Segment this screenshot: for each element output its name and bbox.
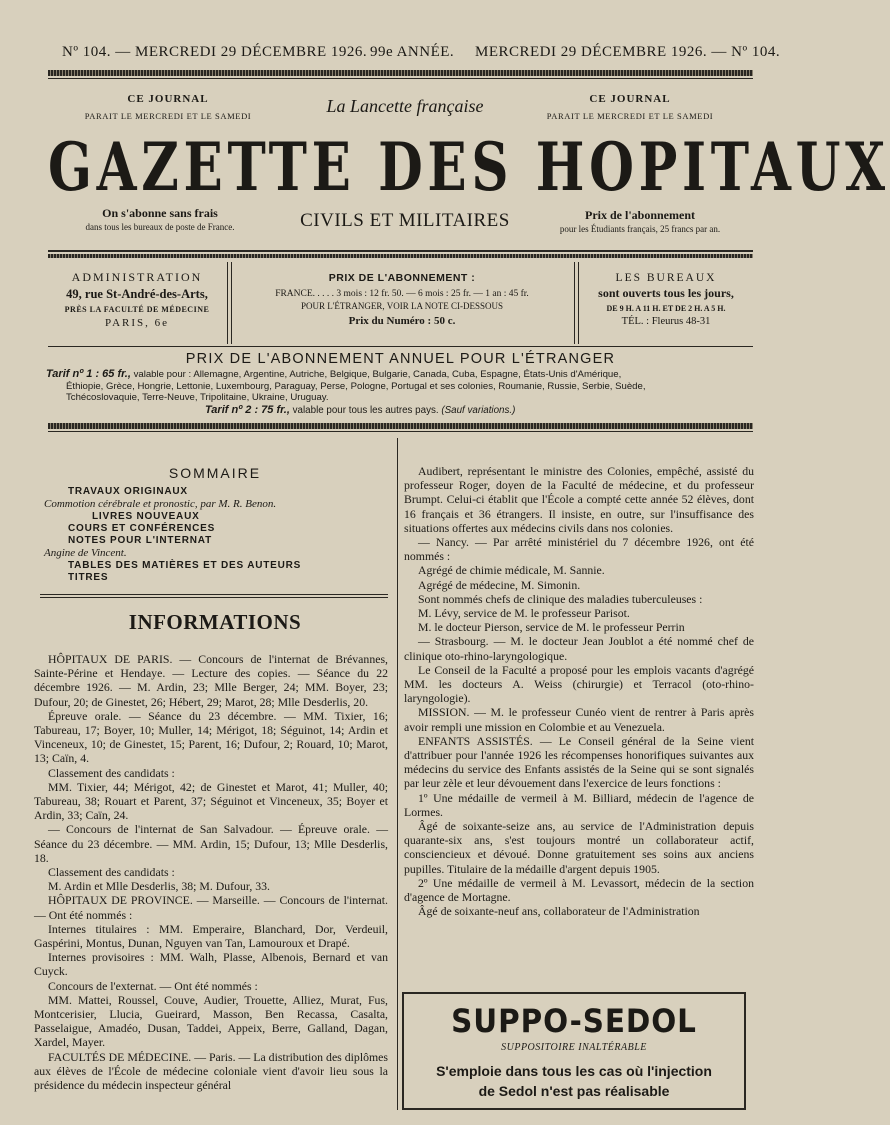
column-divider	[397, 438, 398, 1110]
header-rule	[48, 70, 753, 76]
masthead-title: GAZETTE DES HOPITAUX	[48, 128, 890, 206]
bureaux-title: LES BUREAUX	[615, 272, 717, 284]
sommaire-item: Commotion cérébrale et pronostic, par M. R. Benon.	[44, 498, 277, 511]
article-paragraph: Audibert, représentant le ministre des Colonies, empêché, assisté du professeur Roger, doyen de la Faculté de médecine, et du professeur Brumpt. Celui-ci établit que l'École a compté cette année 52 élèves, dont 16 français et 36 étrangers. Il insiste, en outre, sur l'insuffisance des situations offertes aux médecins civils dans nos colonies.	[404, 464, 754, 535]
masthead-right-line2: PARAIT LE MERCREDI ET LE SAMEDI	[546, 111, 714, 121]
suppo-sedol-ad	[402, 992, 746, 1110]
sommaire-item: COURS ET CONFÉRENCES	[68, 522, 216, 534]
article-paragraph: M. le docteur Pierson, service de M. le professeur Perrin	[418, 620, 685, 635]
tarif1-line3: Tchécoslovaquie, Terre-Neuve, Tripolitaine, Ukraine, Uruguay.	[66, 392, 329, 403]
tarif2-text: valable pour tous les autres pays.	[289, 405, 439, 416]
prix-small: pour les Étudiants français, 25 francs par an.	[559, 224, 721, 234]
sommaire-item: NOTES POUR L'INTERNAT	[68, 535, 212, 547]
ad-brand: SUPPO-SEDOL	[451, 1002, 697, 1040]
article-paragraph: — Concours de l'internat de San Salvadour. — Épreuve orale. — Séance du 23 décembre. — MM. Ardin, 15; Dufour, 13; Mlle Desderlis, 18.	[34, 822, 388, 865]
masthead-subtitle-top: La Lancette française	[326, 96, 484, 116]
masthead-left-line1: CE JOURNAL	[127, 93, 209, 105]
abonne-bold: On s'abonne sans frais	[102, 206, 218, 220]
article-paragraph: HÔPITAUX DE PROVINCE. — Marseille. — Concours de l'internat. — Ont été nommés :	[34, 893, 388, 922]
prix-bold: Prix de l'abonnement	[585, 208, 695, 222]
admin-title: ADMINISTRATION	[71, 270, 203, 284]
ad-line1: S'emploie dans tous les cas où l'injection	[436, 1063, 712, 1079]
prix-france: FRANCE. . . . . 3 mois : 12 fr. 50. — 6 mois : 25 fr. — 1 an : 45 fr.	[275, 289, 529, 299]
article-paragraph: Le Conseil de la Faculté a proposé pour les emplois vacants d'agrégé MM. les docteurs A. Weiss (chirurgie) et Terracol (oto-rhino-laryngologie).	[404, 662, 754, 706]
admin-line3: PRÈS LA FACULTÉ DE MÉDECINE	[64, 305, 210, 314]
ad-tagline: SUPPOSITOIRE INALTÉRABLE	[501, 1042, 647, 1053]
tarif1-label: Tarif nº 1 : 65 fr.,	[46, 368, 131, 380]
etranger-heading: PRIX DE L'ABONNEMENT ANNUEL POUR L'ÉTRANGER	[185, 351, 616, 367]
issue-right: MERCREDI 29 DÉCEMBRE 1926. — Nº 104.	[475, 44, 781, 60]
etranger-rule	[48, 423, 753, 429]
tarif1-line2: Éthiopie, Grèce, Hongrie, Lettonie, Luxembourg, Paraguay, Perse, Pologne, Portugal et ses colonies, Roumanie, Russie, Serbie, Suède,	[66, 380, 646, 392]
article-paragraph: HÔPITAUX DE PARIS. — Concours de l'internat de Brévannes, Sainte-Périne et Hendaye. — Lecture des copies. — Séance du 22 décembre 1926. — M. Ardin, 23; Mlle Berger, 24; MM. Boyer, 23; Dufour, 20; de Ginestet, 26; Hébert, 29; Marot, 28; Mlle Desderlis, 20.	[34, 652, 388, 709]
sommaire-rule	[40, 594, 388, 596]
issue-year: 99e ANNÉE.	[370, 44, 455, 60]
prix-title: PRIX DE L'ABONNEMENT :	[328, 272, 476, 284]
sommaire-item: TITRES	[68, 572, 109, 584]
admin-address: 49, rue St-André-des-Arts,	[66, 287, 208, 301]
bureaux-line2: sont ouverts tous les jours,	[598, 286, 734, 300]
bureaux-hours: DE 9 H. A 11 H. ET DE 2 H. A 5 H.	[606, 304, 726, 313]
masthead-right-line1: CE JOURNAL	[589, 93, 671, 105]
article-paragraph: M. Lévy, service de M. le professeur Parisot.	[418, 606, 630, 621]
article-paragraph: Agrégé de médecine, M. Simonin.	[418, 577, 581, 592]
sommaire-item: TRAVAUX ORIGINAUX	[68, 486, 188, 497]
sommaire-item: Angine de Vincent.	[44, 547, 127, 560]
masthead-hatch	[48, 254, 753, 258]
box-divider-right	[574, 262, 579, 344]
article-paragraph: Sont nommés chefs de clinique des maladies tuberculeuses :	[418, 591, 703, 606]
bureaux-tel: TÉL. : Fleurus 48-31	[621, 316, 711, 327]
article-paragraph: Classement des candidats :	[48, 765, 175, 780]
sommaire-item: LIVRES NOUVEAUX	[92, 510, 200, 522]
article-paragraph: FACULTÉS DE MÉDECINE. — Paris. — La distribution des diplômes aux élèves de l'École de médecine coloniale vient d'avoir lieu sous la présidence du médecin inspecteur général	[34, 1049, 388, 1093]
admin-box	[48, 262, 226, 344]
tarif1-text: valable pour : Allemagne, Argentine, Autriche, Belgique, Bulgarie, Canada, Cuba, Espagne, États-Unis d'Amérique,	[130, 369, 622, 380]
article-paragraph: MM. Tixier, 44; Mérigot, 42; de Ginestet et Marot, 41; Muller, 40; Tabureau, 38; Rouart et Parent, 37; Séguinot et Vinceneux, 35; Boyer et Ardin, 33; Caïn, 24.	[34, 779, 388, 823]
ad-line2: de Sedol n'est pas réalisable	[478, 1083, 670, 1099]
right-column	[404, 464, 754, 919]
article-paragraph: Âgé de soixante-neuf ans, collaborateur de l'Administration	[418, 904, 700, 919]
article-paragraph: 2º Une médaille de vermeil à M. Levassort, médecin de la section d'agence de Mortagne.	[404, 875, 754, 905]
prix-etranger: POUR L'ÉTRANGER, VOIR LA NOTE CI-DESSOUS	[301, 301, 503, 311]
sommaire-item: TABLES DES MATIÈRES ET DES AUTEURS	[68, 559, 302, 571]
informations-title: INFORMATIONS	[128, 610, 302, 634]
tarif2-note: (Sauf variations.)	[441, 405, 516, 416]
article-paragraph: ENFANTS ASSISTÉS. — Le Conseil général de la Seine vient d'attribuer pour l'année 1926 les récompenses honorifiques suivantes aux médecins du service des Enfants assistés de la Seine qui se sont signalés par leur zèle et leur dévouement dans l'exercice de leurs fonctions :	[404, 733, 754, 791]
sommaire-list	[44, 486, 394, 584]
prix-numero: Prix du Numéro : 50 c.	[348, 315, 456, 327]
article-paragraph: — Nancy. — Par arrêté ministériel du 7 décembre 1926, ont été nommés :	[404, 535, 754, 564]
admin-city: PARIS, 6e	[104, 317, 170, 329]
header-thin-rule	[48, 78, 753, 79]
sommaire-rule2	[40, 597, 388, 599]
prix-box	[232, 262, 572, 344]
article-paragraph: M. Ardin et Mlle Desderlis, 38; M. Dufour, 33.	[48, 879, 271, 894]
boxes-bottom-rule	[48, 346, 753, 347]
article-paragraph: Agrégé de chimie médicale, M. Sannie.	[418, 563, 605, 578]
article-paragraph: MM. Mattei, Roussel, Couve, Audier, Trouette, Alliez, Murat, Fus, Montcerisier, Llucia, Gueirard, Masson, Ben Recassa, Casalta, Passelaigue, Amadéo, Dusan, Taddei, Appeix, Berre, Galland, Dagan, Xardel, Mayer.	[34, 992, 388, 1050]
article-paragraph: Internes titulaires : MM. Emperaire, Blanchard, Dor, Verdeuil, Gaspérini, Montus, Dunan, Nguyen van Tan, Lamouroux et Drapé.	[34, 921, 388, 951]
bureaux-box	[580, 262, 752, 344]
etranger-tarif1	[46, 369, 758, 404]
masthead-rule	[48, 250, 753, 252]
article-paragraph: Internes provisoires : MM. Walh, Plasse, Albenois, Bernard et van Cuyck.	[34, 950, 388, 979]
etranger-tarif2	[205, 404, 515, 416]
abonne-small: dans tous les bureaux de poste de France.	[85, 222, 235, 232]
left-column	[34, 652, 388, 1092]
article-paragraph: MISSION. — M. le professeur Cunéo vient de rentrer à Paris après avoir rempli une mission en Colombie et au Venezuela.	[404, 705, 754, 734]
article-paragraph: Épreuve orale. — Séance du 23 décembre. — MM. Tixier, 16; Tabureau, 17; Boyer, 10; Muller, 14; Mérigot, 18; Séguinot, 14; Ardin et Vinceneux, 10; de Ginestet, 15; Parent, 16; Dufour, 2; Rouard, 10; Marot, 13; Caïn, 4.	[34, 708, 388, 766]
masthead-subtitle: CIVILS ET MILITAIRES	[300, 210, 510, 231]
masthead-left-line2: PARAIT LE MERCREDI ET LE SAMEDI	[84, 111, 252, 121]
issue-left: Nº 104. — MERCREDI 29 DÉCEMBRE 1926.	[62, 44, 368, 60]
article-paragraph: 1º Une médaille de vermeil à M. Billiard, médecin de l'agence de Lormes.	[404, 790, 754, 819]
article-paragraph: — Strasbourg. — M. le docteur Jean Joublot a été nommé chef de clinique oto-rhino-laryngologique.	[404, 634, 754, 663]
sommaire-title: SOMMAIRE	[168, 465, 262, 481]
etranger-thin-rule	[48, 431, 753, 432]
article-paragraph: Âgé de soixante-seize ans, au service de l'Administration depuis quarante-six ans, s'est toujours montré un collaborateur actif, consciencieux et dévoué. Donne gratuitement ses soins aux anciens pupilles. Titulaire de la médaille d'argent depuis 1905.	[404, 819, 754, 876]
article-paragraph: Classement des candidats :	[48, 865, 175, 880]
tarif2-label: Tarif nº 2 : 75 fr.,	[205, 404, 290, 416]
article-paragraph: Concours de l'externat. — Ont été nommés :	[48, 978, 258, 993]
